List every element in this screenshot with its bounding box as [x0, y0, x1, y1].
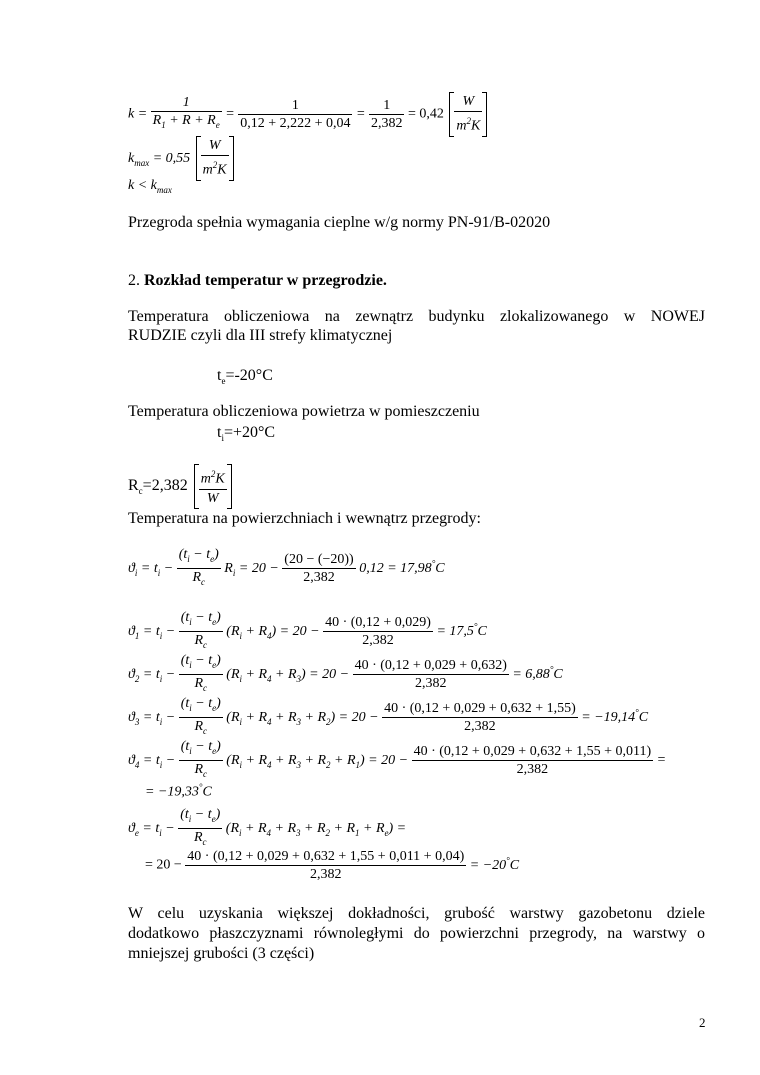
paragraph-outdoor-line1: Temperatura obliczeniowa na zewnątrz budynku zlokalizowanego w NOWEJ	[128, 308, 705, 325]
equation-k-less-kmax: $k < k_{max}$	[128, 178, 172, 195]
rc-value: $R_c=2,382$ $\frac{m^2K}{W}$	[128, 464, 234, 509]
section-heading: 2. Rozkład temperatur w przegrodzie.	[128, 272, 387, 289]
equation-theta-i: $ϑ_i = t_i$ − $\frac{(t_i - t_e)}{R_c}$ $R_i = 20$ − $\frac{(20 - (-20))}{2,382}$ 0,12 = 17,98°C	[128, 547, 445, 587]
equation-theta-4: $ϑ_4 = t_i$ − $\frac{(t_i - t_e)}{R_c}$ $(R_i + R_4 + R_3 + R_2 + R_1) = 20$ − $\frac{40 \cdot (0,12 + 0,029 + 0,632 + 1,55 + 0,011)}{2,382}$ =	[128, 739, 667, 779]
equation-theta-4-result: = −19,33°C	[145, 782, 212, 800]
norm-statement: Przegroda spełnia wymagania cieplne w/g normy PN-91/B-02020	[128, 214, 551, 231]
ti-value: $t_i=+20^\circ C$	[217, 424, 276, 444]
page-number: 2	[699, 1015, 706, 1030]
equation-k: k = $\frac{1}{R_1 + R + R_e}$ = $\frac{1}{0,12 + 2,222 + 0,04}$ = $\frac{1}{2,382}$ = 0,42 $\frac{W}{m^2K}$	[128, 92, 489, 137]
equation-theta-e: $ϑ_e = t_i$ − $\frac{(t_i - t_e)}{R_c}$ $(R_i + R_4 + R_3 + R_2 + R_1 + R_e)$ =	[128, 807, 407, 847]
te-value: $t_e=-20^\circ C$	[217, 367, 273, 387]
paragraph-outdoor-line2: RUDZIE czyli dla III strefy klimatycznej	[128, 327, 393, 344]
paragraph-indoor: Temperatura obliczeniowa powietrza w pomieszczeniu	[128, 403, 480, 420]
final-paragraph-line2: dodatkowo płaszczyznami równoległymi do powierzchni przegrody, na warstwy o	[128, 925, 705, 942]
surfaces-heading: Temperatura na powierzchniach i wewnątrz przegrody:	[128, 510, 481, 527]
equation-theta-1: $ϑ_1 = t_i$ − $\frac{(t_i - t_e)}{R_c}$ $(R_i + R_4) = 20$ − $\frac{40 \cdot (0,12 + 0,029)}{2,382}$ = 17,5°C	[128, 610, 487, 650]
equation-theta-2: $ϑ_2 = t_i$ − $\frac{(t_i - t_e)}{R_c}$ $(R_i + R_4 + R_3) = 20$ − $\frac{40 \cdot (0,12 + 0,029 + 0,632)}{2,382}$ = 6,88°C	[128, 653, 563, 693]
equation-kmax: $k_{max} = 0,55$ $\frac{W}{m^2K}$	[128, 136, 236, 181]
final-paragraph-line1: W celu uzyskania większej dokładności, grubość warstwy gazobetonu dziele	[128, 905, 705, 922]
final-paragraph-line3: mniejszej grubości (3 części)	[128, 945, 315, 962]
equation-theta-3: $ϑ_3 = t_i$ − $\frac{(t_i - t_e)}{R_c}$ $(R_i + R_4 + R_3 + R_2) = 20$ − $\frac{40 \cdot (0,12 + 0,029 + 0,632 + 1,55)}{2,382}$ = −19,14°C	[128, 696, 649, 736]
equation-theta-e-result: = 20 − $\frac{40 \cdot (0,12 + 0,029 + 0,632 + 1,55 + 0,011 + 0,04)}{2,382}$ = −20°C	[145, 849, 520, 882]
